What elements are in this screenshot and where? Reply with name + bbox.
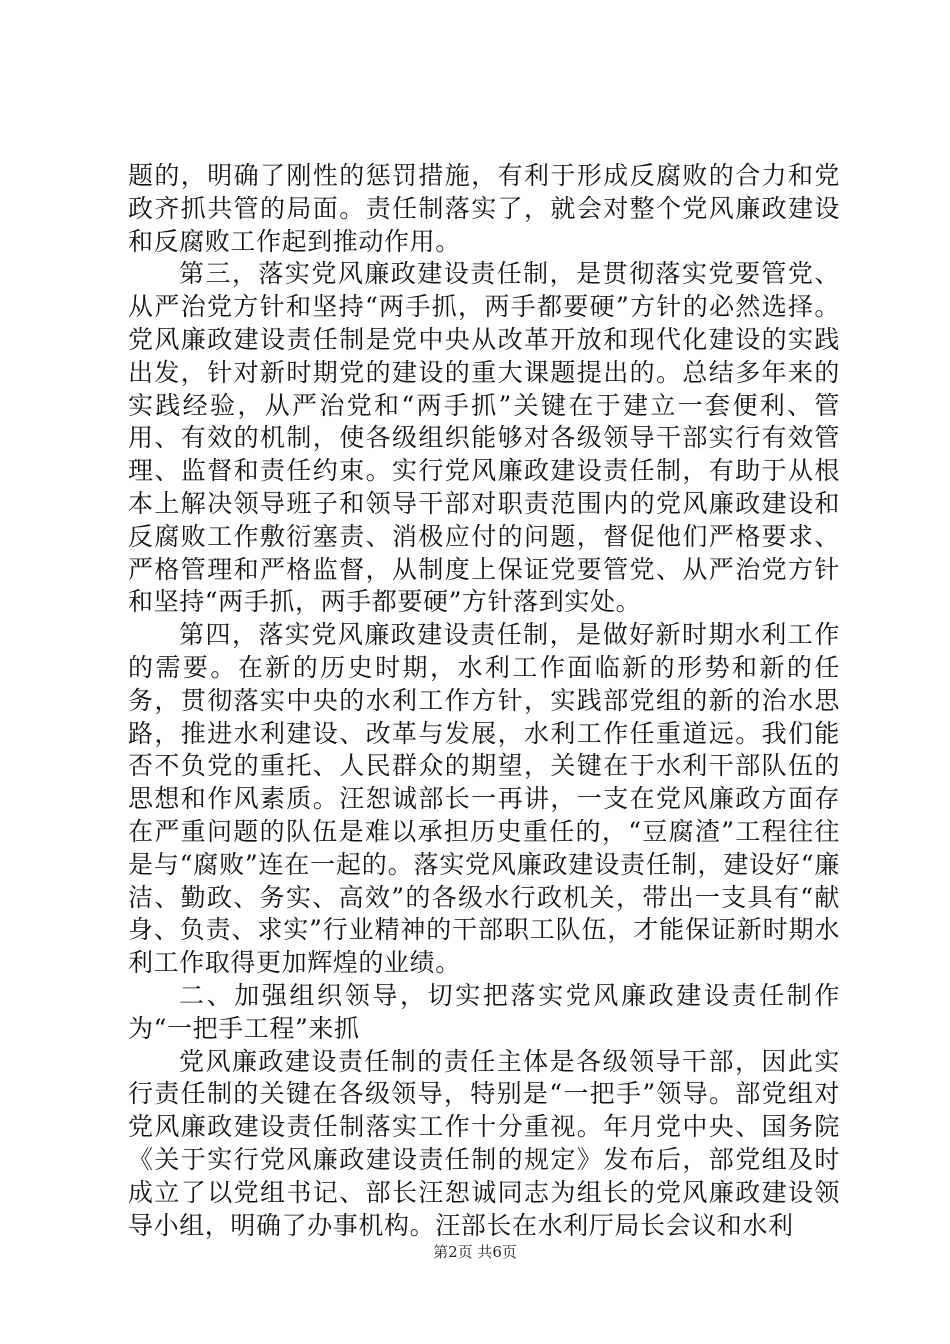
paragraph-responsibility-subject: 党风廉政建设责任制的责任主体是各级领导干部，因此实行责任制的关键在各级领导，特别是“一把手”领导。部党组对党风廉政建设责任制落实工作十分重视。年月党中央、国务院《关于实行党风廉政建设责任制的规定》发布后，部党组及时成立了以党组书记、部长汪恕诚同志为组长的党风廉政建设领导小组，明确了办事机构。汪部长在水利厅局长会议和水利 <box>128 1046 840 1240</box>
document-body <box>128 160 840 1242</box>
paragraph-fourth-point: 第四，落实党风廉政建设责任制，是做好新时期水利工作的需要。在新的历史时期，水利工作面临新的形势和新的任务，贯彻落实中央的水利工作方针，实践部党组的新的治水思路，推进水利建设、改革与发展，水利工作任重道远。我们能否不负党的重托、人民群众的期望，关键在于水利干部队伍的思想和作风素质。汪恕诚部长一再讲，一支在党风廉政方面存在严重问题的队伍是难以承担历史重任的，“豆腐渣”工程往往是与“腐败”连在一起的。落实党风廉政建设责任制，建设好“廉洁、勤政、务实、高效”的各级水行政机关，带出一支具有“献身、负责、求实”行业精神的干部职工队伍，才能保证新时期水利工作取得更加辉煌的业绩。 <box>128 620 840 978</box>
paragraph-third-point: 第三，落实党风廉政建设责任制，是贯彻落实党要管党、从严治党方针和坚持“两手抓，两手都要硬”方针的必然选择。党风廉政建设责任制是党中央从改革开放和现代化建设的实践出发，针对新时期党的建设的重大课题提出的。总结多年来的实践经验，从严治党和“两手抓”关键在于建立一套便利、管用、有效的机制，使各级组织能够对各级领导干部实行有效管理、监督和责任约束。实行党风廉政建设责任制，有助于从根本上解决领导班子和领导干部对职责范围内的党风廉政建设和反腐败工作敷衍塞责、消极应付的问题，督促他们严格要求、严格管理和严格监督，从制度上保证党要管党、从严治党方针和坚持“两手抓，两手都要硬”方针落到实处。 <box>128 259 840 617</box>
page-number-footer: 第2页 共6页 <box>433 1243 517 1261</box>
paragraph-continuation: 题的，明确了刚性的惩罚措施，有利于形成反腐败的合力和党政齐抓共管的局面。责任制落实了，就会对整个党风廉政建设和反腐败工作起到推动作用。 <box>128 161 840 256</box>
section-heading-two: 二、加强组织领导，切实把落实党风廉政建设责任制作为“一把手工程”来抓 <box>128 980 840 1043</box>
